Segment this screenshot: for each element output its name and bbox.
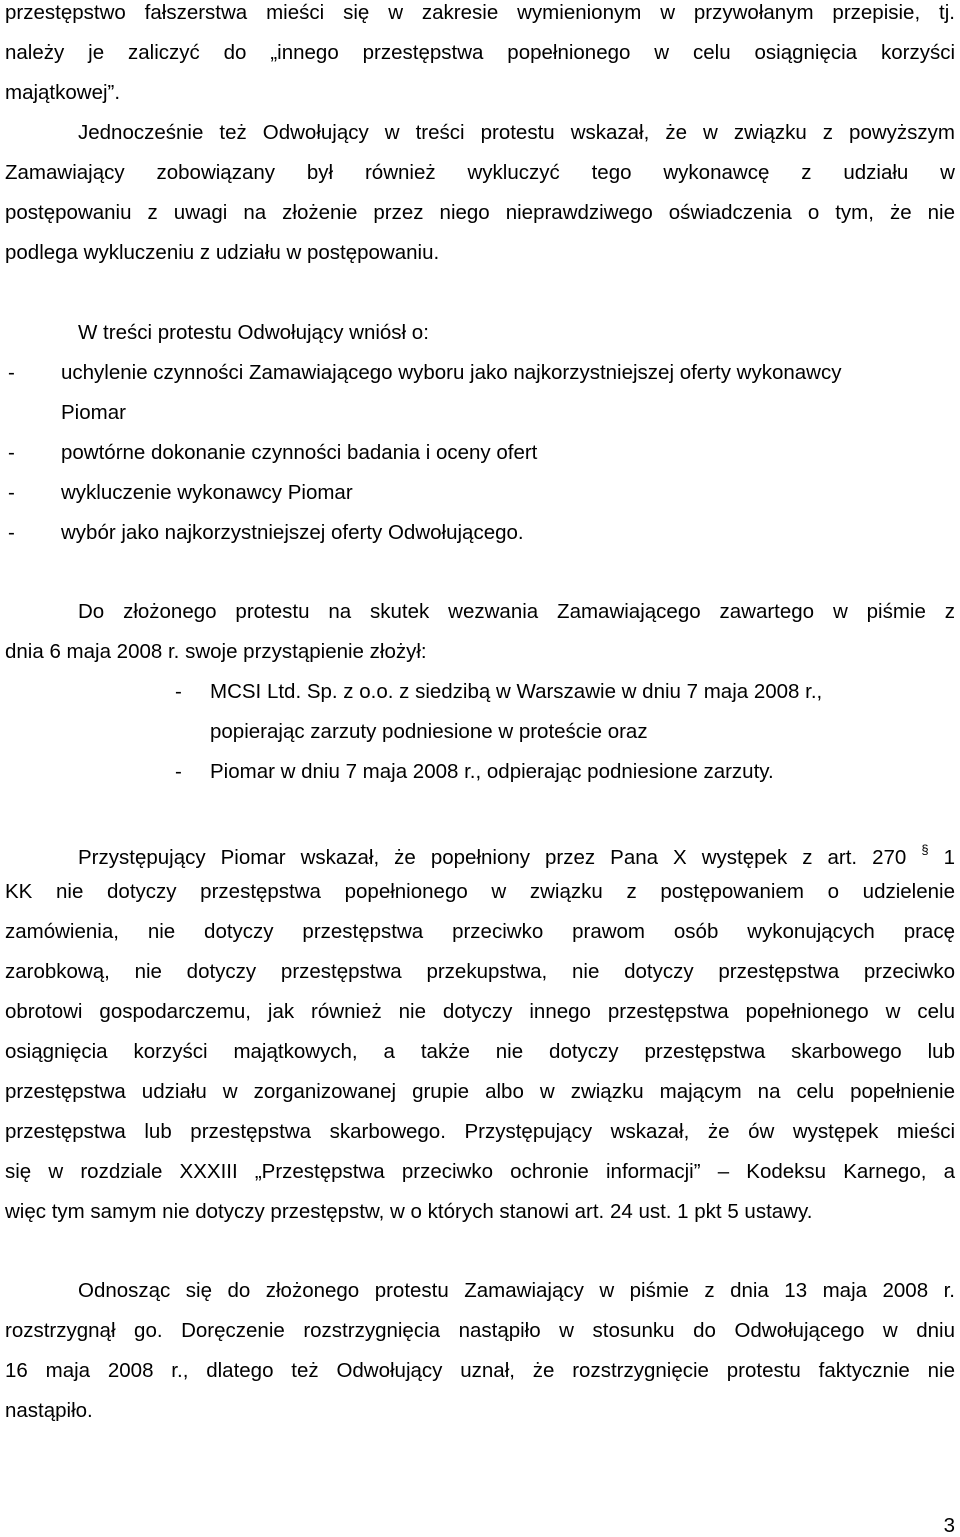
paragraph-5-line-7: przestępstwa udziału w zorganizowanej grupie albo w związku mającym na celu popełnienie — [5, 1080, 955, 1103]
paragraph-5-line-10: więc tym samym nie dotyczy przestępstw, w o których stanowi art. 24 ust. 1 pkt 5 ustawy. — [5, 1200, 813, 1223]
joiner-item-1: MCSI Ltd. Sp. z o.o. z siedzibą w Warszawie w dniu 7 maja 2008 r., — [210, 680, 823, 703]
demand-item-1-continuation: Piomar — [61, 401, 126, 424]
paragraph-5-line-9: się w rozdziale XXXIII „Przestępstwa przeciwko ochronie informacji” – Kodeksu Karnego, a — [5, 1160, 955, 1183]
paragraph-5-line-1-end: 1 — [943, 845, 955, 869]
paragraph-6-line-1: Odnosząc się do złożonego protestu Zamawiający w piśmie z dnia 13 maja 2008 r. — [78, 1279, 955, 1302]
demand-item-3: wykluczenie wykonawcy Piomar — [61, 481, 353, 504]
list-dash: - — [8, 441, 15, 464]
paragraph-5-line-5: obrotowi gospodarczemu, jak również nie dotyczy innego przestępstwa popełnionego w celu — [5, 1000, 955, 1023]
demand-item-2: powtórne dokonanie czynności badania i oceny ofert — [61, 441, 538, 464]
joiner-item-2: Piomar w dniu 7 maja 2008 r., odpierając podniesione zarzuty. — [210, 760, 774, 783]
demand-item-4: wybór jako najkorzystniejszej oferty Odwołującego. — [61, 521, 524, 544]
paragraph-2-line-3: postępowaniu z uwagi na złożenie przez niego nieprawdziwego oświadczenia o tym, że nie — [5, 201, 955, 224]
demand-item-1: uchylenie czynności Zamawiającego wyboru jako najkorzystniejszej oferty wykonawcy — [61, 361, 842, 384]
demands-intro: W treści protestu Odwołujący wniósł o: — [78, 321, 429, 344]
paragraph-5-line-3: zamówienia, nie dotyczy przestępstwa przeciwko prawom osób wykonujących pracę — [5, 920, 955, 943]
paragraph-6-line-2: rozstrzygnął go. Doręczenie rozstrzygnięcia nastąpiło w stosunku do Odwołującego w dniu — [5, 1319, 955, 1342]
paragraph-2-line-4: podlega wykluczeniu z udziału w postępowaniu. — [5, 241, 440, 264]
list-dash: - — [8, 361, 15, 384]
paragraph-5-line-1-text: Przystępujący Piomar wskazał, że popełniony przez Pana X występek z art. 270 — [78, 845, 907, 869]
paragraph-1-line-2: należy je zaliczyć do „innego przestępstwa popełnionego w celu osiągnięcia korzyści — [5, 41, 955, 64]
paragraph-1-line-1: przestępstwo fałszerstwa mieści się w zakresie wymienionym w przywołanym przepisie, tj. — [5, 1, 955, 24]
joiner-item-1-continuation: popierając zarzuty podniesione w proteście oraz — [210, 720, 648, 743]
paragraph-5-line-1 — [78, 839, 955, 871]
paragraph-1-line-3: majątkowej”. — [5, 81, 121, 104]
list-dash: - — [8, 481, 15, 504]
page-number: 3 — [943, 1514, 955, 1537]
paragraph-2-line-1: Jednocześnie też Odwołujący w treści protestu wskazał, że w związku z powyższym — [78, 121, 955, 144]
paragraph-4-line-2: dnia 6 maja 2008 r. swoje przystąpienie złożył: — [5, 640, 427, 663]
section-sign: § — [921, 842, 929, 857]
list-dash: - — [8, 521, 15, 544]
paragraph-5-line-6: osiągnięcia korzyści majątkowych, a także nie dotyczy przestępstwa skarbowego lub — [5, 1040, 955, 1063]
paragraph-4-line-1: Do złożonego protestu na skutek wezwania Zamawiającego zawartego w piśmie z — [78, 600, 955, 623]
paragraph-5-line-4: zarobkową, nie dotyczy przestępstwa przekupstwa, nie dotyczy przestępstwa przeciwko — [5, 960, 955, 983]
list-dash: - — [175, 680, 182, 703]
paragraph-6-line-3: 16 maja 2008 r., dlatego też Odwołujący uznał, że rozstrzygnięcie protestu faktycznie nie — [5, 1359, 955, 1382]
paragraph-2-line-2: Zamawiający zobowiązany był również wykluczyć tego wykonawcę z udziału w — [5, 161, 955, 184]
paragraph-6-line-4: nastąpiło. — [5, 1399, 93, 1422]
list-dash: - — [175, 760, 182, 783]
paragraph-5-line-2: KK nie dotyczy przestępstwa popełnionego w związku z postępowaniem o udzielenie — [5, 880, 955, 903]
paragraph-5-line-8: przestępstwa lub przestępstwa skarbowego. Przystępujący wskazał, że ów występek mieści — [5, 1120, 955, 1143]
